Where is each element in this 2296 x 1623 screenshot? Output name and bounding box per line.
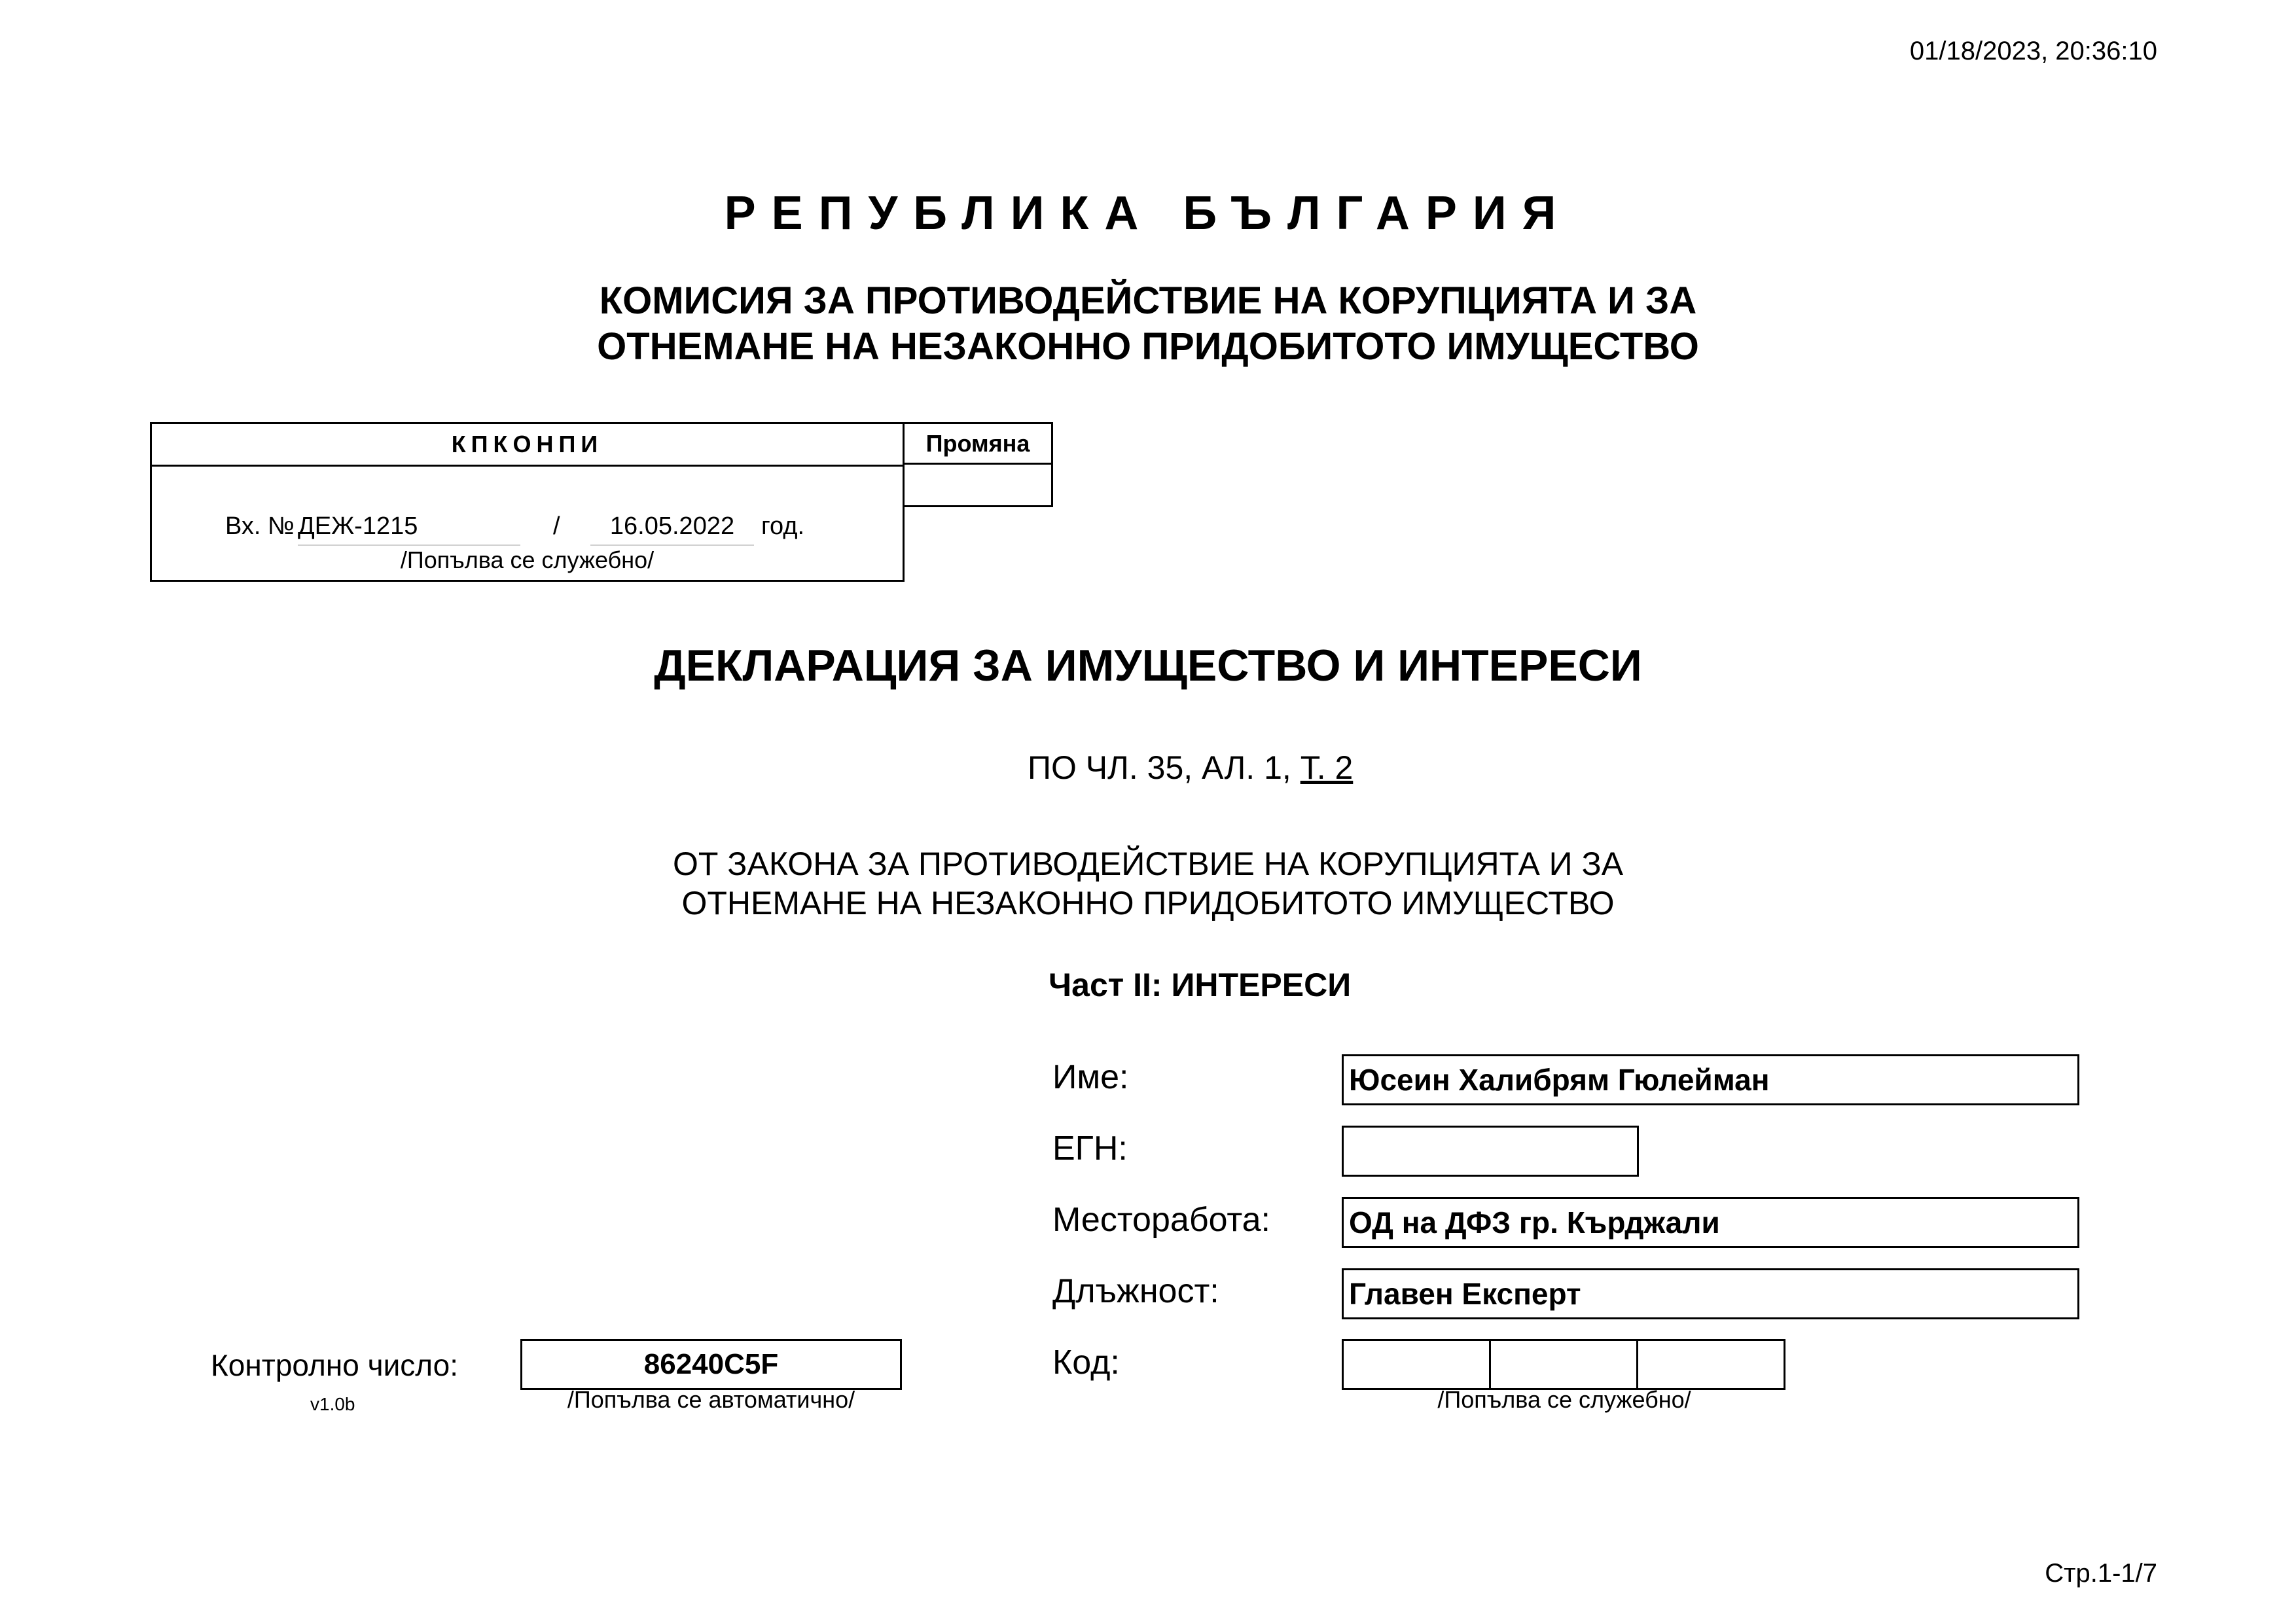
control-number-label: Контролно число: xyxy=(211,1348,458,1382)
code-label: Код: xyxy=(1052,1344,1120,1382)
law-line-2: ОТНЕМАНЕ НА НЕЗАКОННО ПРИДОБИТОТО ИМУЩЕСТВО xyxy=(681,885,1615,921)
code-cell-3[interactable] xyxy=(1636,1339,1785,1390)
registry-note: /Попълва се служебно/ xyxy=(400,546,655,573)
article-reference xyxy=(1028,749,1353,787)
control-number-field: 86240C5F xyxy=(520,1339,902,1390)
incoming-date-value: 16.05.2022 xyxy=(590,512,754,546)
change-cell xyxy=(903,463,1053,507)
position-field[interactable]: Главен Експерт xyxy=(1342,1268,2079,1319)
year-label: год. xyxy=(761,512,805,540)
article-prefix: ПО ЧЛ. 35, АЛ. 1, xyxy=(1028,749,1300,786)
workplace-label: Месторабота: xyxy=(1052,1201,1270,1239)
declaration-title: ДЕКЛАРАЦИЯ ЗА ИМУЩЕСТВО И ИНТЕРЕСИ xyxy=(654,641,1642,690)
law-name xyxy=(0,844,2296,923)
print-timestamp: 01/18/2023, 20:36:10 xyxy=(1909,37,2157,65)
part-title: Част II: ИНТЕРЕСИ xyxy=(1049,967,1352,1003)
code-cell-2[interactable] xyxy=(1489,1339,1638,1390)
version-label: v1.0b xyxy=(310,1394,355,1414)
law-line-1: ОТ ЗАКОНА ЗА ПРОТИВОДЕЙСТВИЕ НА КОРУПЦИЯТА И ЗА xyxy=(672,846,1624,882)
workplace-field[interactable]: ОД на ДФЗ гр. Кърджали xyxy=(1342,1197,2079,1248)
registry-header: КПКОНПИ xyxy=(152,424,903,467)
commission-line-1: КОМИСИЯ ЗА ПРОТИВОДЕЙСТВИЕ НА КОРУПЦИЯТА И ЗА xyxy=(599,279,1697,322)
egn-label: ЕГН: xyxy=(1052,1130,1128,1168)
name-label: Име: xyxy=(1052,1058,1129,1096)
republic-title: РЕПУБЛИКА БЪЛГАРИЯ xyxy=(724,187,1572,240)
position-label: Длъжност: xyxy=(1052,1272,1219,1310)
change-header: Промяна xyxy=(903,422,1053,465)
commission-line-2: ОТНЕМАНЕ НА НЕЗАКОННО ПРИДОБИТОТО ИМУЩЕСТВО xyxy=(597,325,1699,368)
control-number-note: /Попълва се автоматично/ xyxy=(567,1386,855,1413)
incoming-number-value: ДЕЖ-1215 xyxy=(298,512,520,546)
code-note: /Попълва се служебно/ xyxy=(1437,1386,1691,1413)
code-cell-1[interactable] xyxy=(1342,1339,1491,1390)
registry-separator: / xyxy=(553,512,560,540)
incoming-number-label: Вх. № xyxy=(225,512,295,540)
commission-name xyxy=(0,278,2296,370)
name-field[interactable]: Юсеин Халибрям Гюлейман xyxy=(1342,1054,2079,1105)
article-point: Т. 2 xyxy=(1300,749,1354,786)
egn-field[interactable] xyxy=(1342,1126,1639,1177)
page-number: Стр.1-1/7 xyxy=(2045,1559,2157,1588)
